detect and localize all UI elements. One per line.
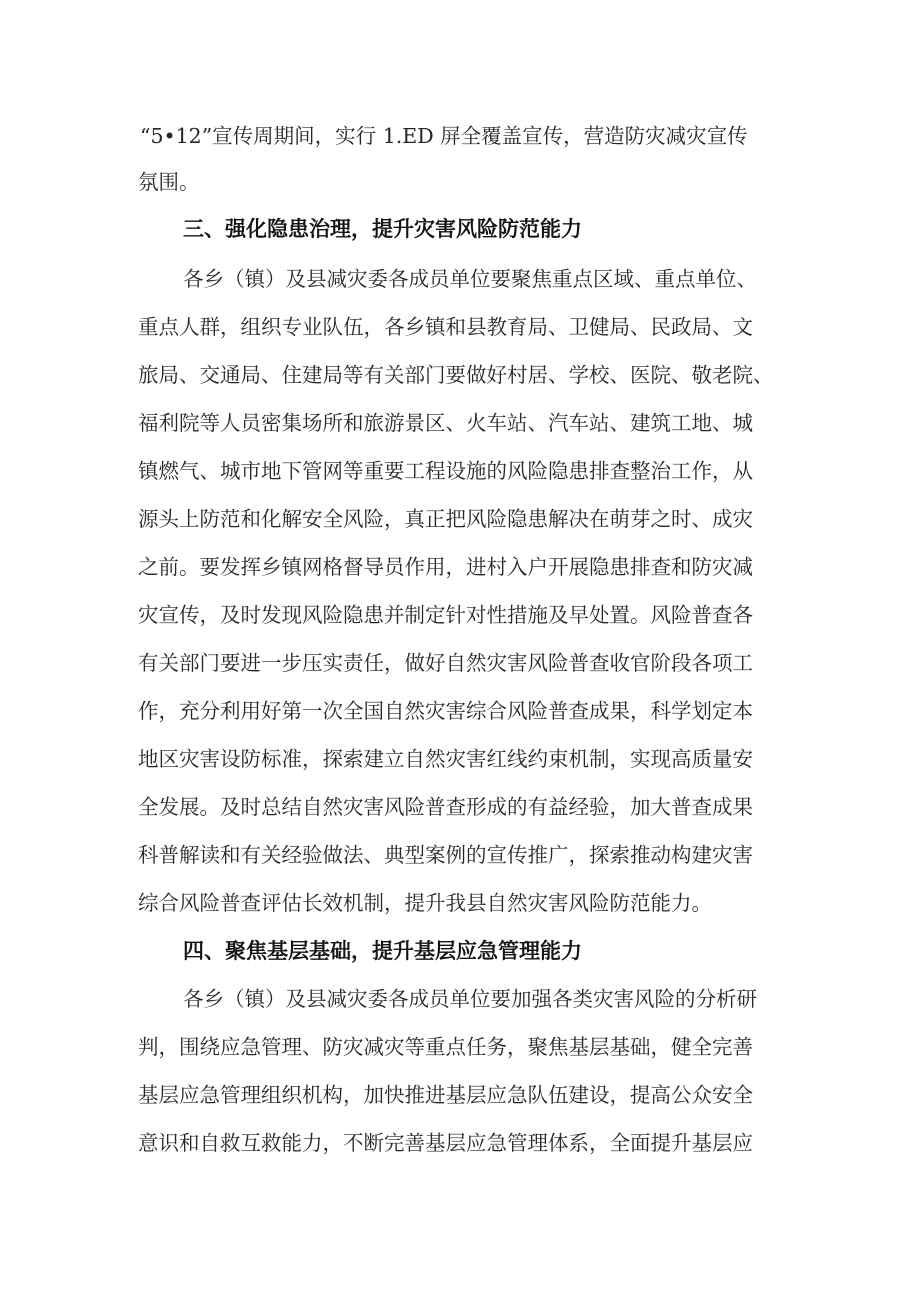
body-text-line: 地区灾害设防标准，探索建立自然灾害红线约束机制，实现高质量安 <box>138 747 753 771</box>
body-text-line: 全发展。及时总结自然灾害风险普查形成的有益经验，加大普查成果 <box>138 795 753 819</box>
body-text-line: 科普解读和有关经验做法、典型案例的宣传推广，探索推动构建灾害 <box>138 843 753 867</box>
body-text-line: 意识和自救互救能力，不断完善基层应急管理体系，全面提升基层应 <box>138 1131 753 1155</box>
body-text-line: 灾宣传，及时发现风险隐患并制定针对性措施及早处置。风险普查各 <box>138 603 753 627</box>
section-heading-4: 四、聚焦基层基础，提升基层应急管理能力 <box>183 939 582 963</box>
body-text-line: 镇燃气、城市地下管网等重要工程设施的风险隐患排查整治工作，从 <box>138 459 753 483</box>
body-text-line: 有关部门要进一步压实责任，做好自然灾害风险普查收官阶段各项工 <box>138 651 753 675</box>
body-text-line: 判，围绕应急管理、防灾减灾等重点任务，聚焦基层基础，健全完善 <box>138 1035 753 1059</box>
body-text-line: 基层应急管理组织机构，加快推进基层应急队伍建设，提高公众安全 <box>138 1083 753 1107</box>
body-text-line: 源头上防范和化解安全风险，真正把风险隐患解决在萌芽之时、成灾 <box>138 507 753 531</box>
body-text-line: “5•12”宣传周期间，实行 1.ED 屏全覆盖宣传，营造防灾减灾宣传 <box>140 124 748 148</box>
body-text-line: 各乡（镇）及县减灾委各成员单位要加强各类灾害风险的分析研 <box>183 987 757 1011</box>
body-text-line: 旅局、交通局、住建局等有关部门要做好村居、学校、医院、敬老院、 <box>138 363 774 387</box>
body-text-line: 之前。要发挥乡镇网格督导员作用，进村入户开展隐患排查和防灾减 <box>138 555 753 579</box>
body-text-line: 重点人群，组织专业队伍，各乡镇和县教育局、卫健局、民政局、文 <box>138 315 753 339</box>
body-text-line: 各乡（镇）及县减灾委各成员单位要聚焦重点区域、重点单位、 <box>183 267 757 291</box>
body-text-line: 综合风险普查评估长效机制，提升我县自然灾害风险防范能力。 <box>138 891 712 915</box>
body-text-line: 作，充分利用好第一次全国自然灾害综合风险普查成果，科学划定本 <box>138 699 753 723</box>
section-heading-3: 三、强化隐患治理，提升灾害风险防范能力 <box>183 217 582 241</box>
body-text-line: 氛围。 <box>138 170 200 194</box>
body-text-line: 福利院等人员密集场所和旅游景区、火车站、汽车站、建筑工地、城 <box>138 411 753 435</box>
